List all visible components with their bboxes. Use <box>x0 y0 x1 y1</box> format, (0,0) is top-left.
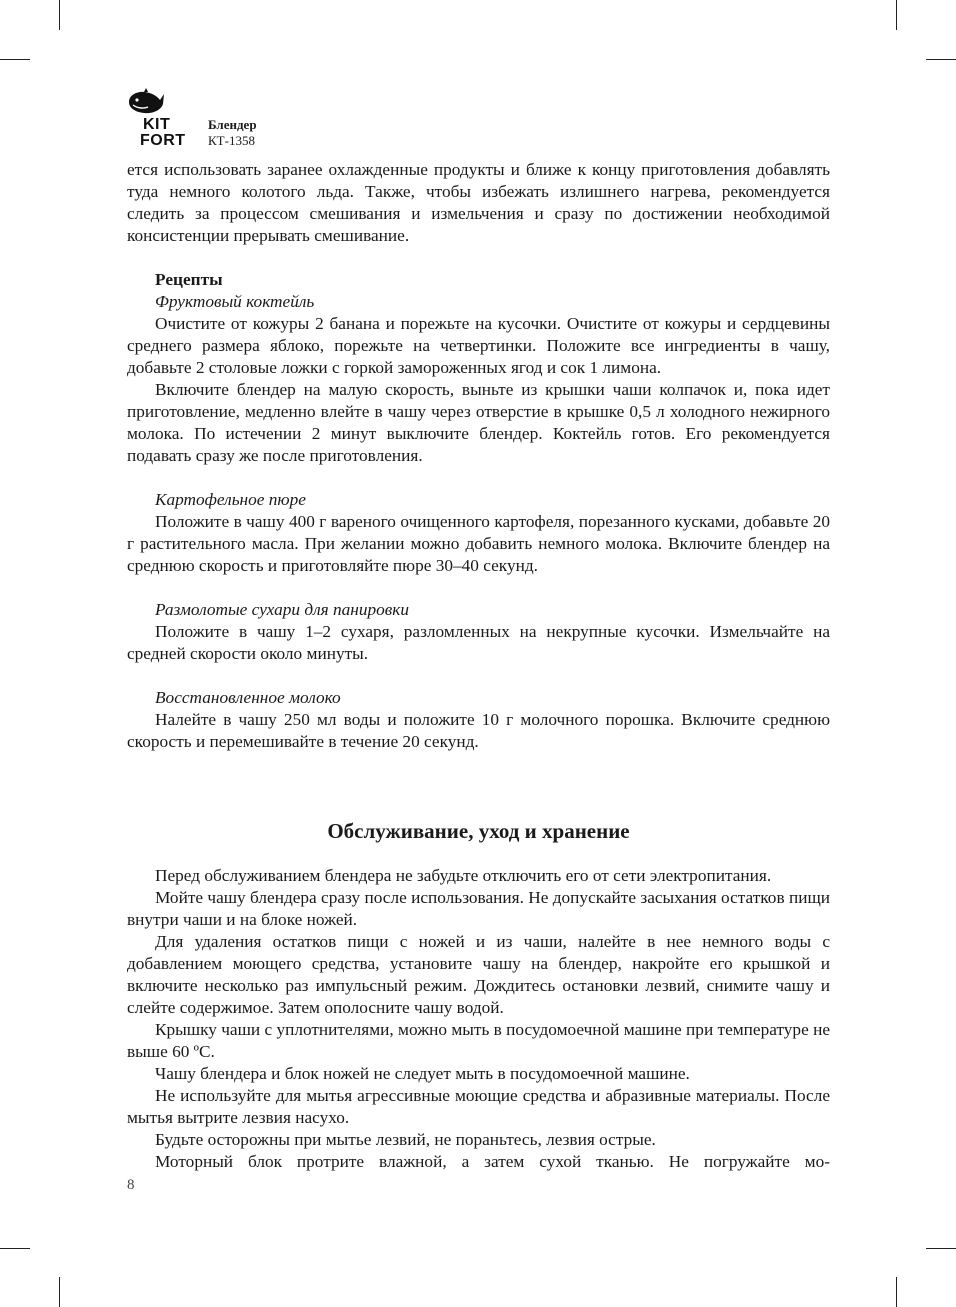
recipe-paragraph: Включите блендер на малую скорость, выньте из крышки чаши колпачок и, пока идет приготовление, медленно влейте в чашу через отверстие в крышке 0,5 л холодного нежирного молока. По истечении 2 минут выключите блендер. Коктейль готов. Его рекомендуется подавать сразу же после приготовления. <box>127 380 830 465</box>
crop-mark <box>926 1248 956 1249</box>
recipe-title: Восстановленное молоко <box>155 688 341 707</box>
care-paragraph: Перед обслуживанием блендера не забудьте отключить его от сети электропитания. <box>155 866 772 885</box>
recipe-paragraph: Очистите от кожуры 2 банана и порежьте на кусочки. Очистите от кожуры и сердцевины среднего размера яблоко, порежьте на четвертинки. Положите все ингредиенты в чашу, добавьте 2 столовые ложки с горкой замороженных ягод и сок 1 лимона. <box>127 314 830 377</box>
crop-mark <box>0 59 30 60</box>
brand-line-1: KIT <box>143 116 171 133</box>
care-paragraph: Чашу блендера и блок ножей не следует мыть в посудомоечной машине. <box>155 1064 690 1083</box>
brand-logo <box>126 86 196 150</box>
recipe-paragraph: Положите в чашу 1–2 сухаря, разломленных на некрупные кусочки. Измельчайте на средней скорости около минуты. <box>127 622 830 663</box>
brand-line-2: FORT <box>140 132 186 149</box>
brand-wordmark <box>140 116 186 149</box>
product-model: КТ-1358 <box>208 133 255 148</box>
crop-mark <box>59 0 60 30</box>
crop-mark <box>896 1277 897 1307</box>
care-section-heading: Обслуживание, уход и хранение <box>327 819 630 843</box>
recipe-title: Размолотые сухари для панировки <box>155 600 409 619</box>
whale-logo-icon <box>126 88 166 116</box>
header-product-info <box>208 117 257 149</box>
document-body <box>127 159 830 1173</box>
product-name: Блендер <box>208 117 257 132</box>
care-paragraph: Будьте осторожны при мытье лезвий, не пораньтесь, лезвия острые. <box>155 1130 656 1149</box>
recipes-heading: Рецепты <box>155 270 223 289</box>
crop-mark <box>0 1248 30 1249</box>
recipe-paragraph: Положите в чашу 400 г вареного очищенного картофеля, порезанного кусками, добавьте 20 г растительного масла. При желании можно добавить немного молока. Включите блендер на среднюю скорость и приготовляйте пюре 30–40 секунд. <box>127 512 830 575</box>
care-paragraph: Моторный блок протрите влажной, а затем сухой тканью. Не погружайте мо- <box>155 1152 830 1171</box>
crop-mark <box>59 1277 60 1307</box>
recipe-title: Картофельное пюре <box>155 490 306 509</box>
intro-paragraph: ется использовать заранее охлажденные продукты и ближе к концу приготовления добавлять туда немного колотого льда. Также, чтобы избежать излишнего нагрева, рекомендуется следить за процессом смешивания и измельчения и сразу по достижении необходимой консистенции прерывать смешивание. <box>127 160 830 245</box>
crop-mark <box>896 0 897 30</box>
care-paragraph: Не используйте для мытья агрессивные моющие средства и абразивные материалы. После мытья вытрите лезвия насухо. <box>127 1086 830 1127</box>
care-paragraph: Мойте чашу блендера сразу после использования. Не допускайте засыхания остатков пищи внутри чаши и на блоке ножей. <box>127 888 830 929</box>
page-header <box>126 86 426 150</box>
page-number: 8 <box>127 1177 135 1193</box>
care-paragraph: Крышку чаши с уплотнителями, можно мыть в посудомоечной машине при температуре не выше 60 ºС. <box>127 1020 830 1061</box>
care-paragraph: Для удаления остатков пищи с ножей и из чаши, налейте в нее немного воды с добавлением моющего средства, установите чашу на блендер, накройте его крышкой и включите несколько раз импульсный режим. Дождитесь остановки лезвий, снимите чашу и слейте содержимое. Затем ополосните чашу водой. <box>127 932 830 1017</box>
crop-mark <box>926 59 956 60</box>
recipe-paragraph: Налейте в чашу 250 мл воды и положите 10 г молочного порошка. Включите среднюю скорость и перемешивайте в течение 20 секунд. <box>127 710 830 751</box>
recipe-title: Фруктовый коктейль <box>155 292 315 311</box>
